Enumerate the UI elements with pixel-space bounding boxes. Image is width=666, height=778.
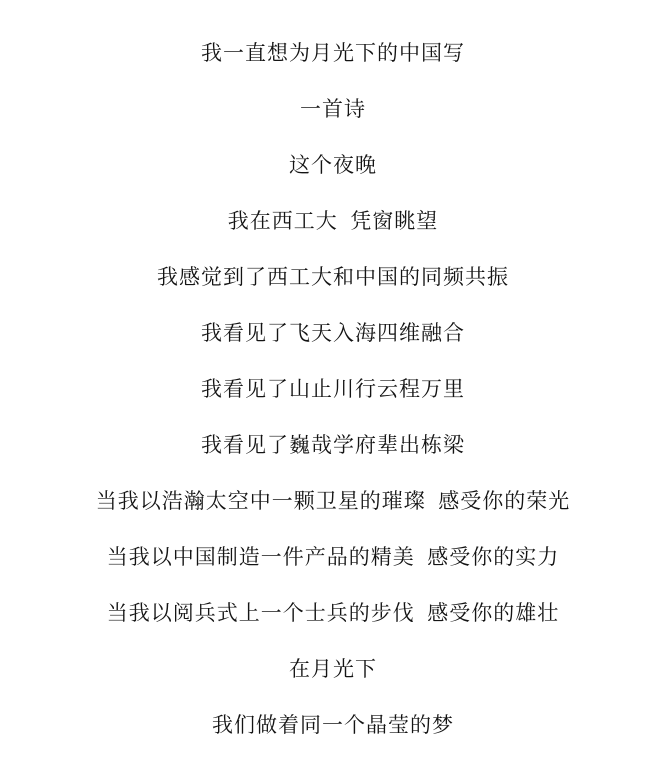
poem-line: 我感觉到了西工大和中国的同频共振 [157, 265, 509, 290]
poem-line: 一首诗 [300, 97, 366, 122]
poem-line: 这个夜晚 [289, 153, 377, 178]
poem-line: 我看见了飞天入海四维融合 [201, 321, 465, 346]
poem-line: 我一直想为月光下的中国写 [201, 41, 465, 66]
poem-line: 当我以中国制造一件产品的精美 感受你的实力 [106, 545, 560, 570]
poem-line: 我看见了山止川行云程万里 [201, 377, 465, 402]
poem-line: 当我以阅兵式上一个士兵的步伐 感受你的雄壮 [106, 601, 560, 626]
poem-line: 我在西工大 凭窗眺望 [227, 209, 439, 234]
poem-line: 我们做着同一个晶莹的梦 [212, 713, 454, 738]
poem-line: 当我以浩瀚太空中一颗卫星的璀璨 感受你的荣光 [95, 489, 571, 514]
poem-line: 我看见了巍哉学府辈出栋梁 [201, 433, 465, 458]
poem-line: 在月光下 [289, 657, 377, 682]
